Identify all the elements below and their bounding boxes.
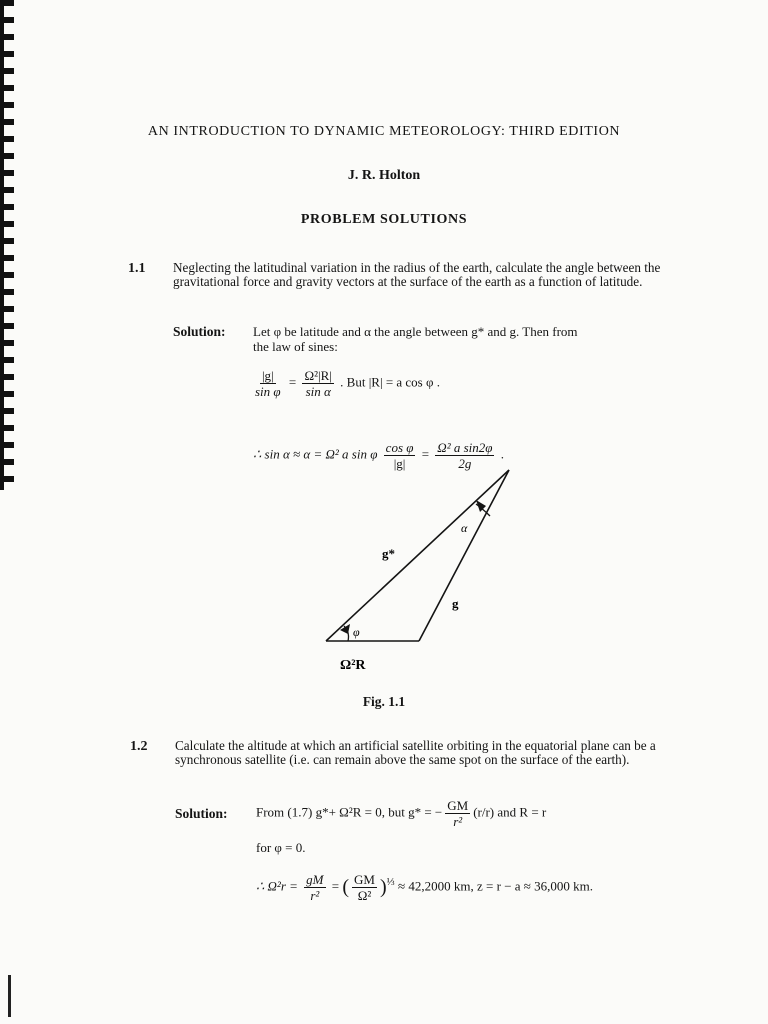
equation-law-of-sines [250,368,440,399]
equation-lead: ∴ sin α ≈ α = Ω² a sin φ [253,446,378,462]
fraction-numerator: Ω²|R| [304,368,332,383]
solution-text [253,324,683,354]
fraction-denominator: |g| [393,456,406,471]
equation-tail: ≈ 42,2000 km, z = r − a ≈ 36,000 km. [398,878,594,894]
fraction-denominator: 2g [458,456,472,471]
fraction [253,368,283,399]
solution-part: From (1.7) g*+ Ω²R = 0, but g* = − [256,804,443,820]
equals-sign: = [331,878,340,894]
fraction-numerator: GM [447,798,469,813]
problem-number: 1.1 [128,261,146,276]
equation-tail: . But |R| = a cos φ . [340,374,440,390]
figure-caption: Fig. 1.1 [362,694,406,709]
g-label: g [452,596,459,611]
solution-part: (r/r) and R = r [473,804,547,820]
equation-synchronous-orbit [256,872,593,903]
document-title: AN INTRODUCTION TO DYNAMIC METEOROLOGY: THIRD EDITION [147,124,621,139]
solution-label: Solution: [175,806,228,821]
gstar-label: g* [382,546,395,561]
paren-close: ) [379,876,387,898]
fraction-denominator: Ω² [357,888,372,903]
page-binding-strip [0,0,4,490]
alpha-label: α [461,521,468,535]
fraction [352,872,377,903]
g-vector-line [419,470,509,641]
fraction-denominator: sin φ [255,384,281,399]
problem-text: Calculate the altitude at which an artificial satellite orbiting in the equatorial plane can be a synchronous satellite (i.e. can remain above the same spot on the surface of the earth). [175,738,656,767]
fraction-denominator: sin α [305,384,331,399]
author-name: J. R. Holton [347,168,421,183]
phi-label: φ [353,625,360,639]
section-heading: PROBLEM SOLUTIONS [300,212,468,227]
solution-label: Solution: [173,324,226,339]
gstar-vector-line [326,470,509,641]
exponent: ⅓ [386,876,395,889]
equation-tail: . [500,446,504,462]
paren-open: ( [342,876,350,898]
problem-text: Neglecting the latitudinal variation in the radius of the earth, calculate the angle between the gravitational force and gravity vectors at the surface of the earth as a function of latitude. [173,260,661,289]
fraction [304,872,325,903]
solution-text [256,798,686,829]
corner-mark [8,975,11,1017]
equals-sign: = [421,446,430,462]
solution-line: for φ = 0. [256,840,306,855]
fraction-numerator: gM [306,872,324,887]
fraction [302,368,333,399]
solution-line: Let φ be latitude and α the angle between g* and g. Then from [253,324,578,339]
problem-number: 1.2 [130,739,148,754]
fraction [445,798,470,829]
fraction-denominator: r² [453,814,463,829]
omega-r-label: Ω²R [340,658,366,673]
fraction-numerator: |g| [261,368,274,383]
equation-lead: ∴ Ω²r = [256,878,298,894]
fraction-numerator: Ω² a sin2φ [437,440,493,455]
fraction-denominator: r² [310,888,320,903]
vector-triangle-figure [300,460,540,690]
equals-sign: = [288,374,297,390]
solution-line: the law of sines: [253,339,338,354]
fraction-numerator: cos φ [385,440,414,455]
fraction-numerator: GM [354,872,375,887]
